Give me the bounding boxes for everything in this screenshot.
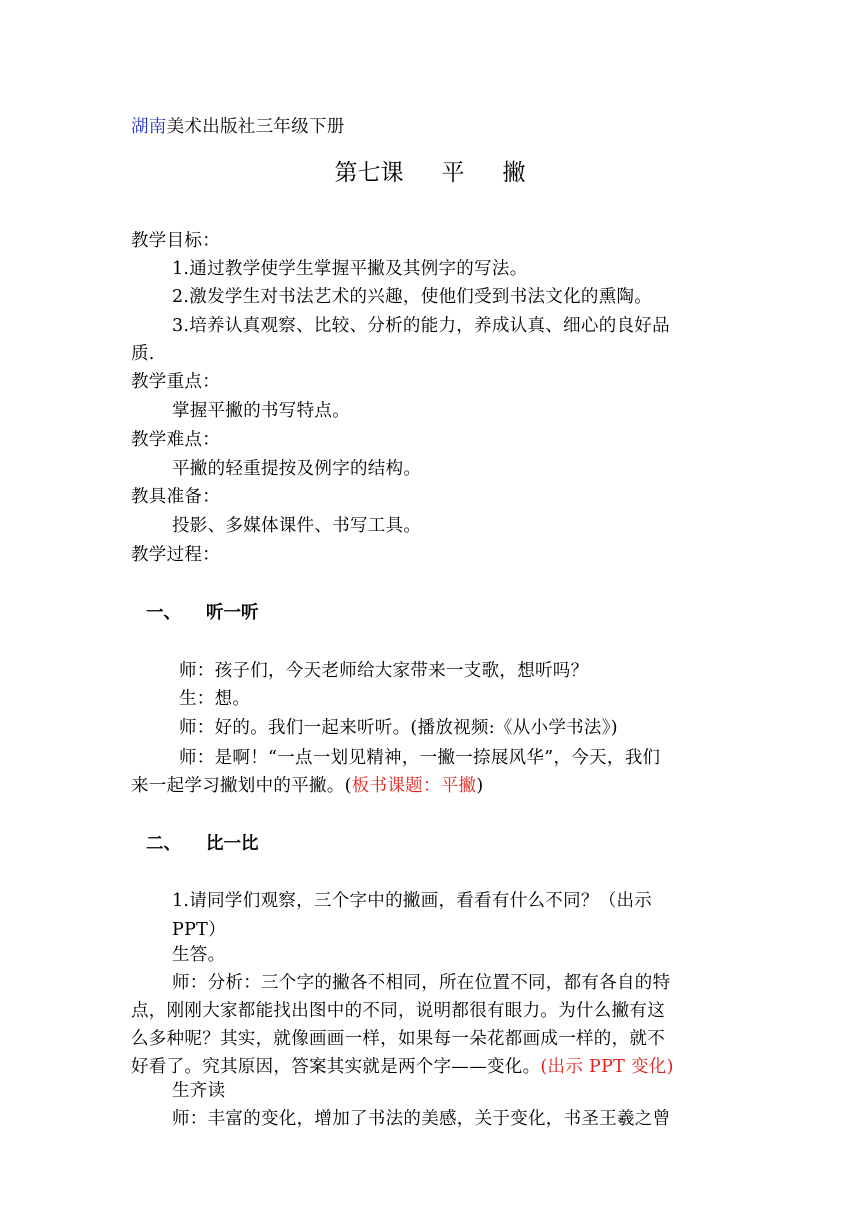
difficulties-label: 教学难点： [131, 430, 220, 450]
objective-item-2: 2.激发学生对书法艺术的兴趣，使他们受到书法文化的熏陶。 [172, 287, 653, 307]
analysis-line-1: 师：分析：三个字的撇各不相同，所在位置不同，都有各自的特 [172, 973, 671, 993]
section-1-number: 一、 [146, 603, 181, 623]
lesson-title [0, 157, 860, 189]
lesson-number: 第七课 [334, 160, 404, 186]
publisher-text: 美术出版社三年级下册 [166, 117, 345, 137]
students-read: 生齐读 [172, 1081, 226, 1101]
analysis-line-2: 点，刚刚大家都能找出图中的不同，说明都很有眼力。为什么撇有这 [131, 1001, 665, 1021]
title-char-1: 平 [441, 160, 465, 186]
dialogue-line-5-text: 来一起学习撇划中的平撇。( [131, 776, 352, 796]
dialogue-line-2: 生：想。 [179, 689, 251, 709]
objective-item-3: 3.培养认真观察、比较、分析的能力，养成认真、细心的良好品 [172, 316, 670, 336]
ppt-change-note: (出示 PPT 变化) [540, 1057, 674, 1077]
key-points-text: 掌握平撇的书写特点。 [172, 401, 350, 421]
dialogue-line-5 [131, 773, 483, 799]
objective-item-1: 1.通过教学使学生掌握平撇及其例字的写法。 [172, 259, 528, 279]
difficulties-text: 平撇的轻重提按及例字的结构。 [172, 459, 422, 479]
title-char-2: 撇 [502, 160, 526, 186]
dialogue-line-1: 师：孩子们，今天老师给大家带来一支歌，想听吗？ [179, 661, 589, 681]
tools-text: 投影、多媒体课件、书写工具。 [172, 516, 422, 536]
process-label: 教学过程： [131, 545, 220, 565]
section-2-title: 比一比 [206, 834, 259, 854]
dialogue-line-3: 师：好的。我们一起来听听。(播放视频:《从小学书法》) [179, 718, 618, 738]
section-2-heading [146, 831, 259, 857]
dialogue-line-4: 师：是啊！“一点一划见精神，一撇一捺展风华”，今天，我们 [179, 748, 661, 768]
teacher-final-line: 师：丰富的变化，增加了书法的美感，关于变化，书圣王羲之曾 [172, 1109, 671, 1129]
objectives-label: 教学目标： [131, 231, 220, 251]
dialogue-line-5-end: ) [476, 776, 484, 796]
publisher-highlight: 湖南 [131, 117, 167, 137]
board-title-note: 板书课题：平撇 [351, 776, 477, 796]
analysis-line-4-text: 好看了。究其原因，答案其实就是两个字——变化。 [131, 1057, 541, 1077]
key-points-label: 教学重点： [131, 372, 220, 392]
student-answer: 生答。 [172, 945, 226, 965]
section-1-title: 听一听 [206, 603, 259, 623]
publisher-line [131, 114, 345, 140]
tools-label: 教具准备： [131, 487, 220, 507]
question-line-1: 1.请同学们观察，三个字中的撇画，看看有什么不同？（出示 [172, 891, 653, 911]
analysis-line-3: 么多种呢？其实，就像画画一样，如果每一朵花都画成一样的，就不 [131, 1029, 665, 1049]
section-1-heading [146, 600, 259, 626]
question-line-2: PPT） [172, 920, 226, 940]
objective-item-3-cont: 质. [131, 344, 155, 364]
analysis-line-4 [131, 1054, 674, 1080]
section-2-number: 二、 [146, 834, 181, 854]
